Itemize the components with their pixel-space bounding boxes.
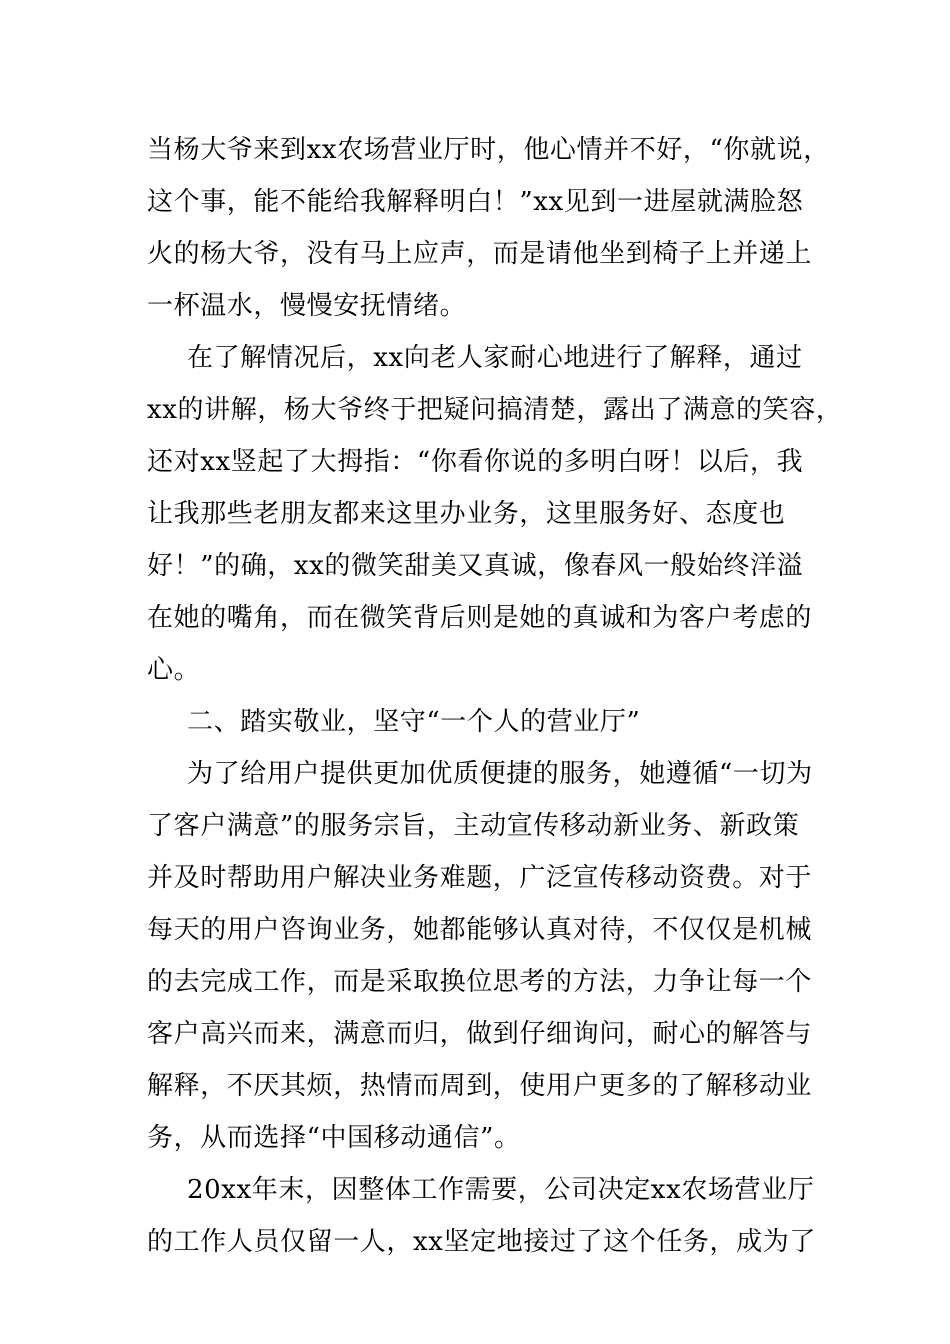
text-line: 在了解情况后，xx向老人家耐心地进行了解释，通过	[187, 343, 803, 373]
text-line: xx的讲解，杨大爷终于把疑问搞清楚，露出了满意的笑容，	[147, 395, 843, 425]
text-line: 每天的用户咨询业务，她都能够认真对待，不仅仅是机械	[147, 915, 813, 945]
text-line: 了客户满意”的服务宗旨，主动宣传移动新业务、新政策	[147, 811, 800, 841]
text-line: 客户高兴而来，满意而归，做到仔细询问，耐心的解答与	[147, 1019, 813, 1049]
document-body	[147, 124, 843, 1268]
text-line: 一杯温水，慢慢安抚情绪。	[147, 291, 467, 321]
text-line: 20xx年末，因整体工作需要，公司决定xx农场营业厅	[187, 1175, 815, 1205]
text-line: 的工作人员仅留一人，xx坚定地接过了这个任务，成为了	[147, 1227, 816, 1257]
text-line: 让我那些老朋友都来这里办业务，这里服务好、态度也	[147, 499, 786, 529]
text-line: 好！”的确，xx的微笑甜美又真诚，像春风一般始终洋溢	[147, 551, 804, 581]
text-line: 务，从而选择“中国移动通信”。	[147, 1123, 521, 1153]
text-line: 当杨大爷来到xx农场营业厅时，他心情并不好，“你就说，	[147, 135, 830, 165]
text-line: 还对xx竖起了大拇指：“你看你说的多明白呀！以后，我	[147, 447, 804, 477]
text-line: 解释，不厌其烦，热情而周到，使用户更多的了解移动业	[147, 1071, 813, 1101]
text-line: 的去完成工作，而是采取换位思考的方法，力争让每一个	[147, 967, 813, 997]
section-heading: 二、踏实敬业，坚守“一个人的营业厅”	[187, 707, 641, 737]
text-line: 并及时帮助用户解决业务难题，广泛宣传移动资费。对于	[147, 863, 813, 893]
text-line: 心。	[147, 655, 201, 685]
text-line: 为了给用户提供更加优质便捷的服务，她遵循“一切为	[187, 759, 813, 789]
text-line: 在她的嘴角，而在微笑背后则是她的真诚和为客户考虑的	[147, 603, 813, 633]
text-line: 这个事，能不能给我解释明白！”xx见到一进屋就满脸怒	[147, 187, 804, 217]
text-line: 火的杨大爷，没有马上应声，而是请他坐到椅子上并递上	[147, 239, 813, 269]
